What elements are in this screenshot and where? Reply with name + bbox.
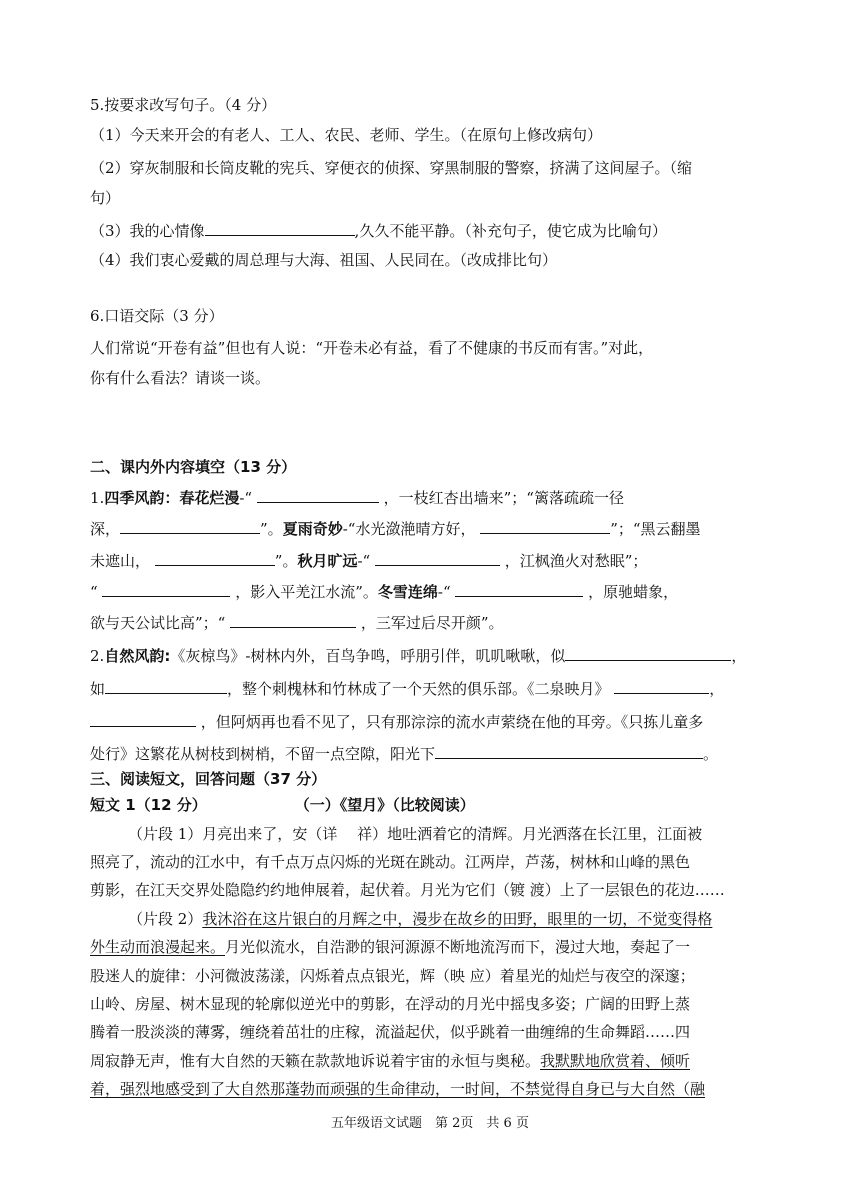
fragment2-line5: 腾着一股淡淡的薄雾，缠绕着茁壮的庄稼，流溢起伏，似乎跳着一曲缠绵的生命舞蹈……四 (90, 1023, 691, 1041)
q5-item-2-line2: 句） (90, 189, 121, 207)
q5-title: 5.按要求改写句子。（4 分） (90, 96, 277, 114)
answer-blank[interactable] (230, 612, 356, 628)
answer-blank[interactable] (102, 581, 230, 597)
q5-item-1: （1）今天来开会的有老人、工人、农民、老师、学生。（在原句上修改病句） (90, 126, 603, 144)
answer-blank[interactable] (120, 518, 260, 534)
answer-blank[interactable] (455, 581, 583, 597)
answer-blank[interactable] (565, 645, 731, 661)
answer-blank[interactable] (614, 678, 709, 694)
answer-blank[interactable] (375, 550, 500, 566)
s2-q2-line1: 2.自然风韵:《灰椋鸟》-树林内外，百鸟争鸣，呼朋引伴，叽叽啾啾，似 ， (90, 647, 747, 665)
fragment2-line1: （片段 2）我沐浴在这片银白的月辉之中，漫步在故乡的田野，眼里的一切，不觉变得格 (128, 910, 713, 928)
q6-body-line1: 人们常说“开卷有益”但也有人说：“开卷未必有益，看了不健康的书反而有害。”对此， (90, 339, 654, 357)
s2-q2-line4: 处行》这繁花从树枝到树梢，不留一点空隙，阳光下 。 (90, 745, 719, 763)
q5-item-3: （3）我的心情像 ,久久不能平静。（补充句子，使它成为比喻句） (90, 222, 667, 240)
answer-blank[interactable] (155, 550, 275, 566)
fragment1-line3: 剪影，在江天交界处隐隐约约地伸展着，起伏着。月光为它们（镀 渡）上了一层银色的花边…… (90, 881, 725, 899)
section2-title: 二、课内外内容填空（13 分） (90, 458, 297, 476)
s2-q1-line2: 深， ”。夏雨奇妙-“水光潋滟晴方好， ”；“黑云翻墨 (90, 520, 701, 538)
s2-q2-line3: ，但阿炳再也看不见了，只有那淙淙的流水声萦绕在他的耳旁。《只拣儿童多 (90, 711, 770, 732)
s2-q2-line2: 如 ，整个刺槐林和竹林成了一个天然的俱乐部。《二泉映月》 ， (90, 680, 725, 698)
s2-q1-line1: 1.四季风韵：春花烂漫-“ ，一枝红杏出墙来”；“篱落疏疏一径 (90, 489, 624, 507)
fragment1-line2: 照亮了，流动的江水中，有千点万点闪烁的光斑在跳动。江两岸，芦荡，树林和山峰的黑色 (90, 853, 691, 871)
q6-body-line2: 你有什么看法？请谈一谈。 (90, 369, 271, 387)
passage1-header: 短文 1（12 分） （一）《望月》（比较阅读） (90, 796, 475, 814)
fragment2-line3: 股迷人的旋律：小河微波荡漾，闪烁着点点银光，辉（映 应）着星光的灿烂与夜空的深邃； (90, 967, 695, 985)
fragment2-line2: 外生动而浪漫起来。月光似流水，自浩渺的银河源源不断地流泻而下，漫过大地，奏起了一 (90, 938, 691, 956)
fragment2-line4: 山岭、房屋、树木显现的轮廓似逆光中的剪影，在浮动的月光中摇曳多姿；广阔的田野上蒸 (90, 995, 691, 1013)
answer-blank[interactable] (90, 711, 196, 727)
s2-q1-line3: 未遮山， ”。秋月旷远-“ ，江枫渔火对愁眠”； (90, 552, 648, 570)
q5-item-4: （4）我们衷心爱戴的周总理与大海、祖国、人民同在。（改成排比句） (90, 251, 558, 269)
answer-blank[interactable] (105, 678, 227, 694)
s2-q1-line5: 欲与天公试比高”；“ ，三军过后尽开颜”。 (90, 614, 504, 632)
answer-blank[interactable] (205, 220, 355, 236)
q6-title: 6.口语交际（3 分） (90, 307, 224, 325)
answer-blank[interactable] (257, 487, 379, 503)
answer-blank[interactable] (480, 518, 610, 534)
section3-title: 三、阅读短文，回答问题（37 分） (90, 770, 327, 788)
fragment2-line6: 周寂静无声，惟有大自然的天籁在款款地诉说着宇宙的永恒与奥秘。我默默地欣赏着、倾听 (90, 1052, 691, 1070)
fragment1-line1: （片段 1）月亮出来了，安（详 祥）地吐洒着它的清辉。月光洒落在长江里，江面被 (128, 825, 703, 843)
q5-item-2-line1: （2）穿灰制服和长筒皮靴的宪兵、穿便衣的侦探、穿黑制服的警察，挤满了这间屋子。（缩 (90, 159, 693, 177)
answer-blank[interactable] (435, 743, 703, 759)
page-footer: 五年级语文试题 第 2页 共 6 页 (331, 1116, 529, 1131)
fragment2-line7: 着，强烈地感受到了大自然那蓬勃而顽强的生命律动，一时间，不禁觉得自身已与大自然（融 (90, 1080, 706, 1098)
s2-q1-line4: “ ，影入平羌江水流”。冬雪连绵-“ ，原驰蜡象， (90, 583, 679, 601)
